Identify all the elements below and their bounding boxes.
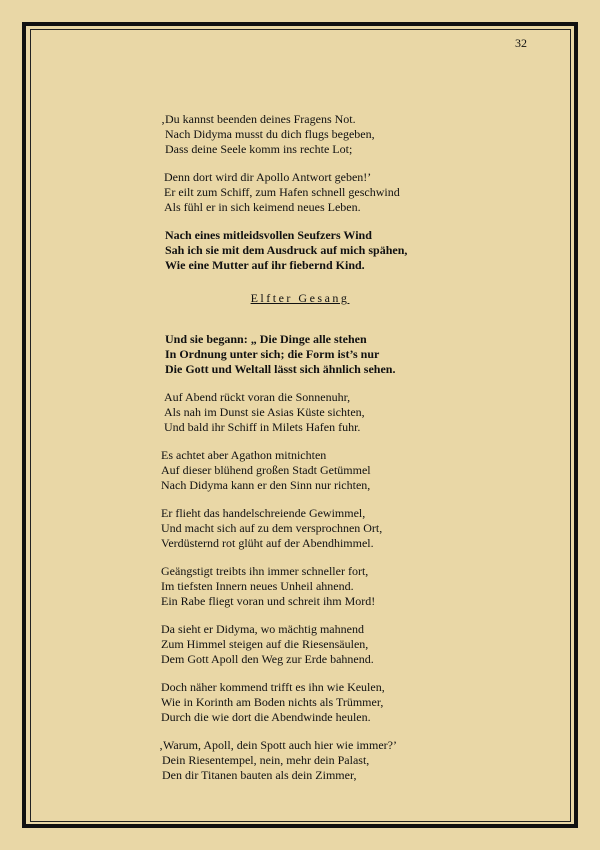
stanza <box>0 564 600 609</box>
verse-line: Verdüsternd rot glüht auf der Abendhimmel. <box>161 536 374 550</box>
verse-line: Dem Gott Apoll den Weg zur Erde bahnend. <box>161 652 374 666</box>
verse-line: Im tiefsten Innern neues Unheil ahnend. <box>161 579 354 593</box>
verse-line: Ein Rabe fliegt voran und schreit ihm Mord! <box>161 594 376 608</box>
verse-line: Und macht sich auf zu dem versprochnen Ort, <box>161 521 383 535</box>
verse-line: Er flieht das handelschreiende Gewimmel, <box>161 506 366 520</box>
verse-line: Als nah im Dunst sie Asias Küste sichten, <box>164 405 365 419</box>
verse-line: Da sieht er Didyma, wo mächtig mahnend <box>161 622 364 636</box>
stanza <box>0 680 600 725</box>
stanza <box>0 622 600 667</box>
page-number: 32 <box>515 36 527 50</box>
stanza <box>0 738 600 783</box>
verse-line: Den dir Titanen bauten als dein Zimmer, <box>162 768 357 782</box>
stanza <box>0 506 600 551</box>
verse-line: Denn dort wird dir Apollo Antwort geben!’ <box>164 170 372 184</box>
stanza <box>0 228 600 273</box>
stanza <box>0 170 600 215</box>
verse-line: Und bald ihr Schiff in Milets Hafen fuhr. <box>164 420 361 434</box>
verse-line: Auf dieser blühend großen Stadt Getümmel <box>161 463 371 477</box>
stanza <box>0 332 600 377</box>
stanza <box>0 448 600 493</box>
poem-section-after <box>0 332 600 783</box>
canto-heading: Elfter Gesang <box>250 291 350 305</box>
poem-section-before <box>0 112 600 273</box>
verse-line: Geängstigt treibts ihn immer schneller fort, <box>161 564 369 578</box>
verse-line: Sah ich sie mit dem Ausdruck auf mich spähen, <box>165 243 408 257</box>
verse-line: ‚Warum, Apoll, dein Spott auch hier wie immer?’ <box>159 738 397 752</box>
verse-line: Die Gott und Weltall lässt sich ähnlich sehen. <box>165 362 396 376</box>
verse-line: Es achtet aber Agathon mitnichten <box>161 448 327 462</box>
verse-line: Und sie begann: „ Die Dinge alle stehen <box>165 332 367 346</box>
verse-line: Nach Didyma kann er den Sinn nur richten, <box>161 478 371 492</box>
verse-line: Auf Abend rückt voran die Sonnenuhr, <box>164 390 351 404</box>
verse-line: Doch näher kommend trifft es ihn wie Keulen, <box>161 680 385 694</box>
verse-line: Dein Riesentempel, nein, mehr dein Palast, <box>162 753 370 767</box>
verse-line: Als fühl er in sich keimend neues Leben. <box>164 200 361 214</box>
poem-body <box>0 112 600 796</box>
verse-line: ‚Du kannst beenden deines Fragens Not. <box>161 112 356 126</box>
verse-line: Wie eine Mutter auf ihr fiebernd Kind. <box>165 258 365 272</box>
verse-line: Er eilt zum Schiff, zum Hafen schnell geschwind <box>164 185 400 199</box>
verse-line: Nach eines mitleidsvollen Seufzers Wind <box>165 228 372 242</box>
verse-line: Nach Didyma musst du dich flugs begeben, <box>165 127 375 141</box>
verse-line: In Ordnung unter sich; die Form ist’s nur <box>165 347 380 361</box>
stanza <box>0 112 600 157</box>
verse-line: Dass deine Seele komm ins rechte Lot; <box>165 142 353 156</box>
stanza <box>0 390 600 435</box>
verse-line: Wie in Korinth am Boden nichts als Trümmer, <box>161 695 384 709</box>
verse-line: Durch die wie dort die Abendwinde heulen. <box>161 710 371 724</box>
verse-line: Zum Himmel steigen auf die Riesensäulen, <box>161 637 369 651</box>
